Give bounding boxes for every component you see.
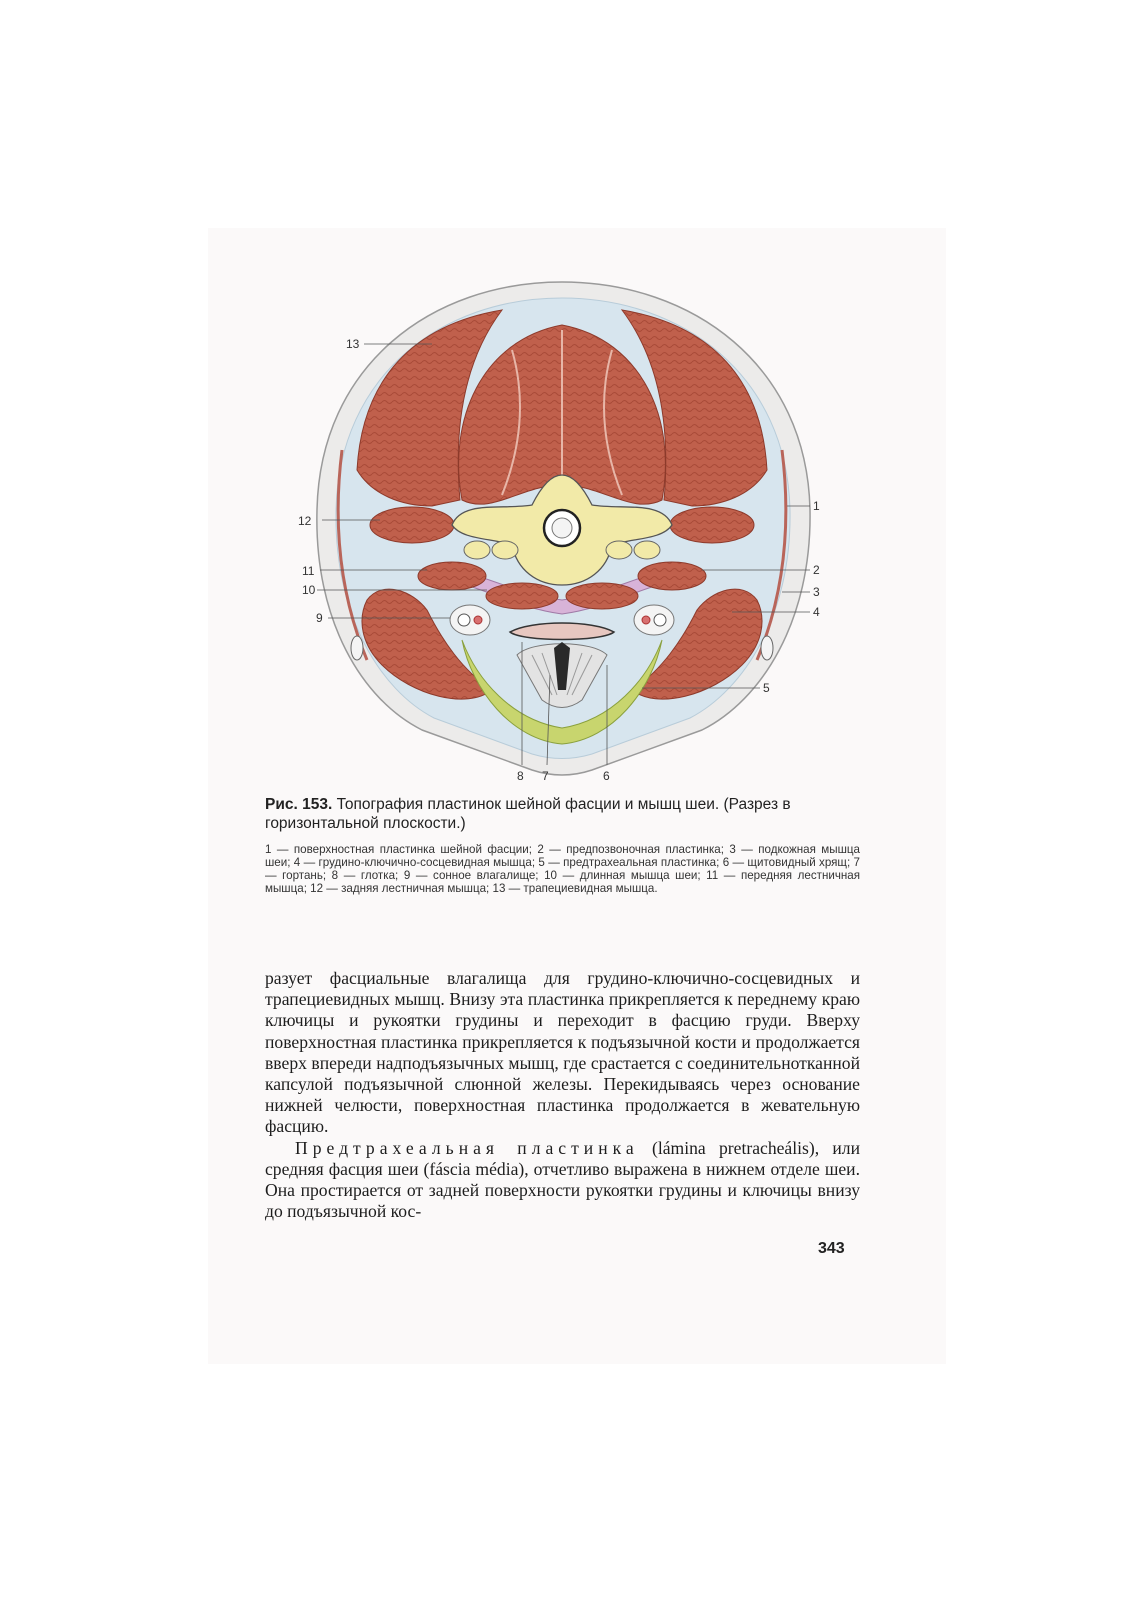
label-10: 10 xyxy=(302,583,316,597)
figure-title: Топография пластинок шейной фасции и мышц шеи. (Разрез в горизонтальной плоскости.) xyxy=(265,796,791,832)
label-11: 11 xyxy=(302,564,315,578)
label-5: 5 xyxy=(763,681,770,695)
label-3: 3 xyxy=(813,585,820,599)
figure-legend: 1 — поверхностная пластинка шейной фасции; 2 — предпозвоночная пластинка; 3 — подкожная мышца шеи; 4 — грудино-ключично-сосцевидная мышца; 5 — предтрахеальная пластинка; 6 — щитовидный хрящ; 7 — гортань; 8 — глотка; 9 — сонное влагалище; 10 — длинная мышца шеи; 11 — передняя лестничная мышца; 12 — задняя лестничная мышца; 13 — трапециевидная мышца. xyxy=(265,843,860,895)
anterior-scalene-left xyxy=(418,562,486,590)
label-12: 12 xyxy=(298,514,312,528)
label-2: 2 xyxy=(813,563,820,577)
neck-cross-section-illustration xyxy=(262,270,862,790)
figure-caption xyxy=(265,795,860,895)
page-number: 343 xyxy=(818,1240,845,1257)
label-4: 4 xyxy=(813,605,820,619)
figure-number: Рис. 153. xyxy=(265,796,333,813)
posterior-scalene-right xyxy=(670,507,754,543)
body-text xyxy=(265,968,860,1222)
term-pretracheal-lamina: Предтрахеальная пластинка xyxy=(295,1137,639,1158)
longus-colli-left xyxy=(486,583,558,609)
paragraph-2-text: (lámina pretracheális), или средняя фасция шеи (fáscia média), отчетливо выражена в нижнем отделе шеи. Она простирается от задней поверхности рукоятки грудины и ключицы внизу до подъязычной кос- xyxy=(265,1137,860,1222)
label-8: 8 xyxy=(517,769,524,783)
label-6: 6 xyxy=(603,769,610,783)
posterior-scalene-left xyxy=(370,507,454,543)
longus-colli-right xyxy=(566,583,638,609)
label-9: 9 xyxy=(316,611,323,625)
label-7: 7 xyxy=(542,769,549,783)
paragraph-2 xyxy=(265,1138,860,1223)
anterior-scalene-right xyxy=(638,562,706,590)
label-13: 13 xyxy=(346,337,360,351)
label-1: 1 xyxy=(813,499,820,513)
paragraph-1: разует фасциальные влагалища для грудино-ключично-сосцевидных и трапециевидных мышц. Внизу эта пластинка прикрепляется к переднему краю ключицы и рукоятки грудины и переходит в фасцию груди. Вверху поверхностная пластинка прикрепляется к подъязычной кости и продолжается вверх впереди надподъязычных мышц, где срастается с соединительнотканной капсулой подъязычной слюнной железы. Перекидываясь через основание нижней челюсти, поверхностная пластинка продолжается в жевательную фасцию. xyxy=(265,968,860,1137)
anatomy-figure xyxy=(262,270,862,790)
caption-title xyxy=(265,795,860,833)
